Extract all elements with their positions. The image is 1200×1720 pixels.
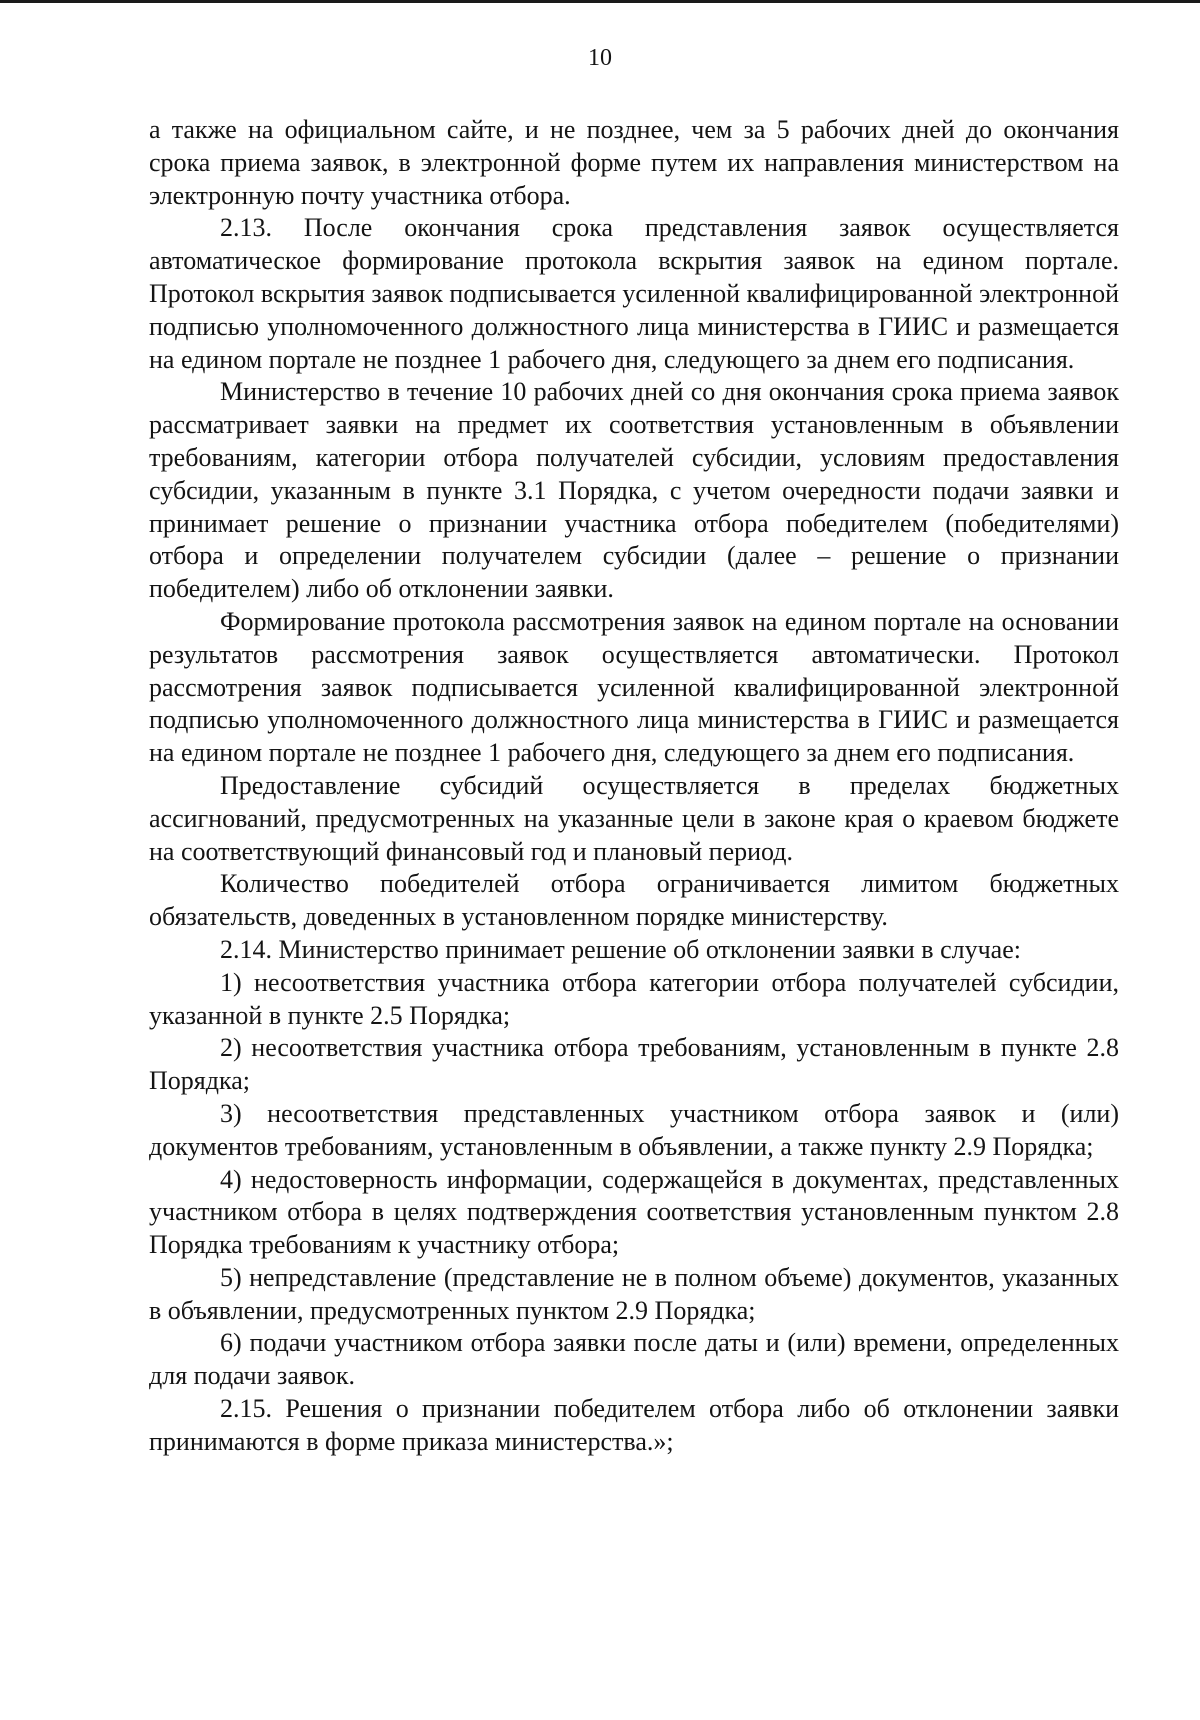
scan-top-edge: [0, 0, 1200, 3]
list-item-2: 2) несоответствия участника отбора требованиям, установленным в пункте 2.8 Порядка;: [149, 1033, 1119, 1096]
page-number: 10: [588, 45, 612, 71]
paragraph-review-protocol: Формирование протокола рассмотрения заявок на едином портале на основании результатов рассмотрения заявок осуществляется автоматически. Протокол рассмотрения заявок подписывается усиленной квалифицированной электронной подписью уполномоченного должностного лица министерства в ГИИС и размещается на едином портале не позднее 1 рабочего дня, следующего за днем его подписания.: [149, 606, 1119, 768]
list-item-5: 5) непредставление (представление не в полном объеме) документов, указанных в объявлении, предусмотренных пунктом 2.9 Порядка;: [149, 1262, 1119, 1325]
document-body: [149, 114, 1119, 1459]
paragraph-clause-2-14: 2.14. Министерство принимает решение об отклонении заявки в случае:: [220, 934, 1021, 964]
paragraph-winner-count: Количество победителей отбора ограничивается лимитом бюджетных обязательств, доведенных в установленном порядке министерству.: [149, 869, 1119, 932]
paragraph-review-period: Министерство в течение 10 рабочих дней со дня окончания срока приема заявок рассматривает заявки на предмет их соответствия установленным в объявлении требованиям, категории отбора получателей субсидии, условиям предоставления субсидии, указанным в пункте 3.1 Порядка, с учетом очередности подачи заявки и принимает решение о признании участника отбора победителем (победителями) отбора и определении получателем субсидии (далее – решение о признании победителем) либо об отклонении заявки.: [149, 377, 1119, 604]
paragraph-budget-limits: Предоставление субсидий осуществляется в пределах бюджетных ассигнований, предусмотренных на указанные цели в законе края о краевом бюджете на соответствующий финансовый год и плановый период.: [149, 770, 1119, 866]
paragraph-clause-2-13: 2.13. После окончания срока представления заявок осуществляется автоматическое формирование протокола вскрытия заявок на едином портале. Протокол вскрытия заявок подписывается усиленной квалифицированной электронной подписью уполномоченного должностного лица министерства в ГИИС и размещается на едином портале не позднее 1 рабочего дня, следующего за днем его подписания.: [149, 213, 1119, 374]
paragraph-continuation: а также на официальном сайте, и не позднее, чем за 5 рабочих дней до окончания срока приема заявок, в электронной форме путем их направления министерством на электронную почту участника отбора.: [149, 115, 1119, 210]
paragraph-clause-2-15: 2.15. Решения о признании победителем отбора либо об отклонении заявки принимаются в форме приказа министерства.»;: [149, 1394, 1119, 1456]
list-item-1: 1) несоответствия участника отбора категории отбора получателей субсидии, указанной в пункте 2.5 Порядка;: [149, 967, 1119, 1030]
list-item-6: 6) подачи участником отбора заявки после даты и (или) времени, определенных для подачи заявок.: [149, 1328, 1119, 1391]
list-item-3: 3) несоответствия представленных участником отбора заявок и (или) документов требованиям, установленным в объявлении, а также пункту 2.9 Порядка;: [149, 1098, 1119, 1161]
list-item-4: 4) недостоверность информации, содержащейся в документах, представленных участником отбора в целях подтверждения соответствия установленным пунктом 2.8 Порядка требованиям к участнику отбора;: [149, 1164, 1119, 1260]
